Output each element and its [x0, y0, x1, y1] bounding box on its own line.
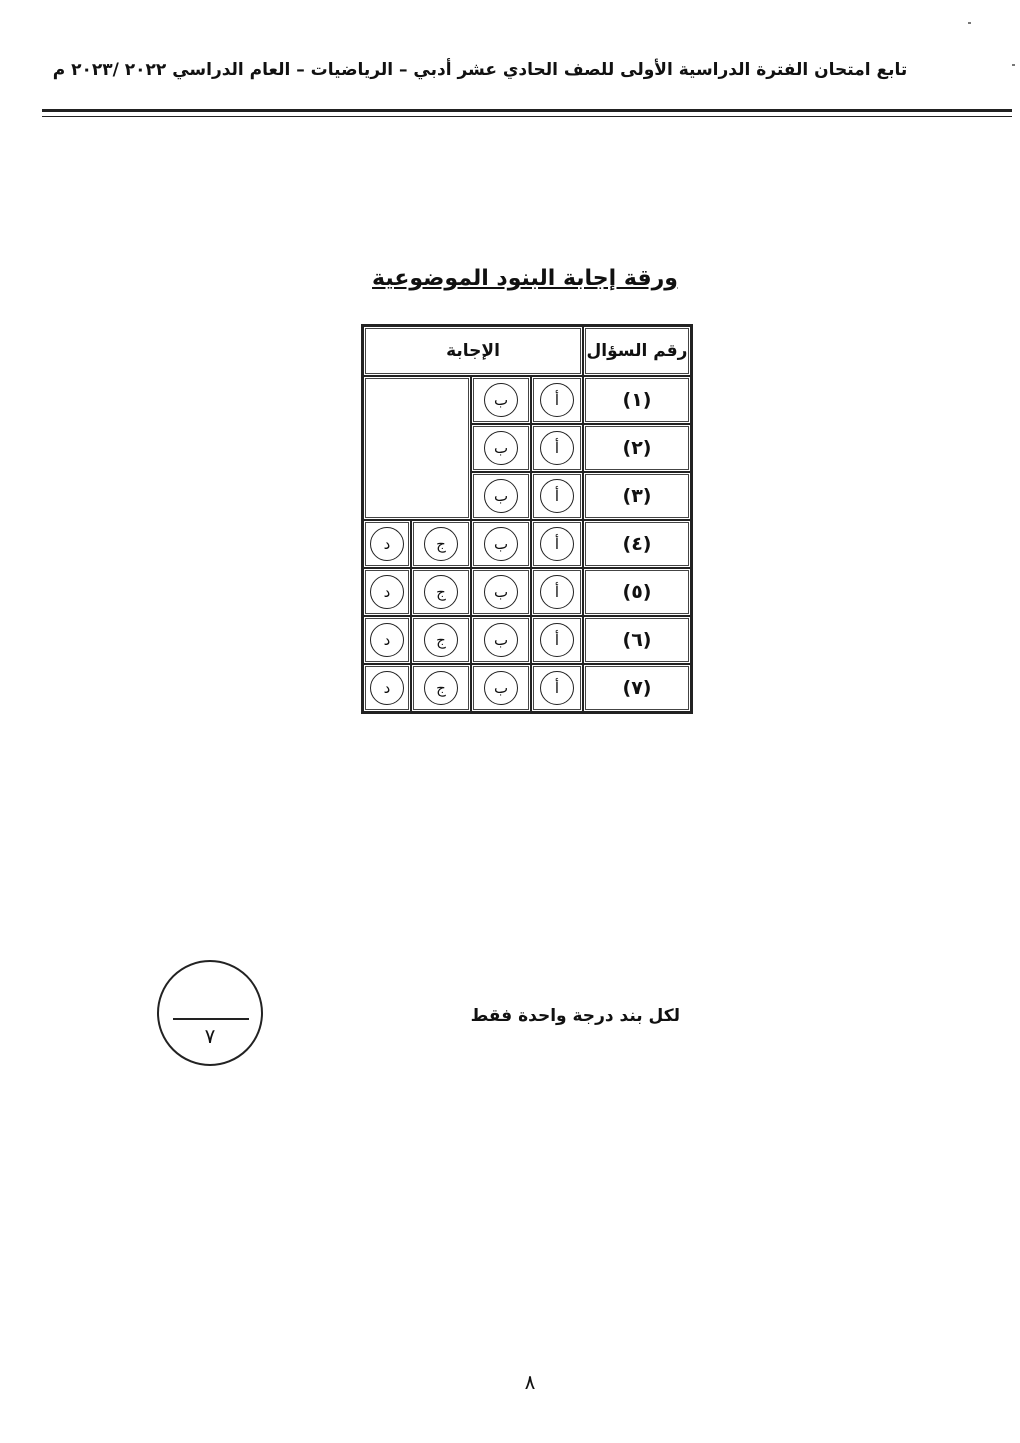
- answer-column-header: الإجابة: [363, 326, 583, 376]
- option-bubble[interactable]: أ: [540, 671, 574, 705]
- empty-block: [363, 376, 471, 520]
- table-row: [363, 616, 691, 664]
- table-row: [363, 568, 691, 616]
- option-bubble[interactable]: د: [370, 623, 404, 657]
- header-rule-thin: [42, 116, 1012, 117]
- score-total: ٧: [204, 1024, 216, 1048]
- score-circle: [157, 960, 263, 1066]
- option-bubble[interactable]: ج: [424, 671, 458, 705]
- option-bubble[interactable]: أ: [540, 623, 574, 657]
- option-bubble[interactable]: أ: [540, 383, 574, 417]
- header-rule-thick: [42, 109, 1012, 112]
- option-bubble[interactable]: ج: [424, 623, 458, 657]
- score-blank-line[interactable]: [173, 1018, 249, 1020]
- question-number: (٣): [583, 472, 691, 520]
- table-row: [363, 520, 691, 568]
- question-number: (٧): [583, 664, 691, 712]
- answer-sheet-title: ورقة إجابة البنود الموضوعية: [372, 266, 678, 291]
- question-number: (٤): [583, 520, 691, 568]
- option-bubble[interactable]: أ: [540, 431, 574, 465]
- option-bubble[interactable]: ب: [484, 383, 518, 417]
- grading-note: لكل بند درجة واحدة فقط: [470, 1006, 680, 1026]
- option-bubble[interactable]: ب: [484, 431, 518, 465]
- question-number: (٥): [583, 568, 691, 616]
- option-bubble[interactable]: د: [370, 575, 404, 609]
- option-bubble[interactable]: ب: [484, 479, 518, 513]
- option-bubble[interactable]: ب: [484, 575, 518, 609]
- option-bubble[interactable]: ب: [484, 671, 518, 705]
- table-row: [363, 376, 691, 424]
- option-bubble[interactable]: أ: [540, 575, 574, 609]
- question-number: (١): [583, 376, 691, 424]
- question-number: (٢): [583, 424, 691, 472]
- question-number-header: رقم السؤال: [583, 326, 691, 376]
- scan-speck: [968, 22, 971, 24]
- option-bubble[interactable]: ج: [424, 527, 458, 561]
- option-bubble[interactable]: د: [370, 527, 404, 561]
- option-bubble[interactable]: د: [370, 671, 404, 705]
- option-bubble[interactable]: ب: [484, 527, 518, 561]
- page-number: ٨: [524, 1370, 536, 1394]
- option-bubble[interactable]: ج: [424, 575, 458, 609]
- option-bubble[interactable]: ب: [484, 623, 518, 657]
- answer-table: [361, 324, 693, 714]
- option-bubble[interactable]: أ: [540, 479, 574, 513]
- question-number: (٦): [583, 616, 691, 664]
- option-bubble[interactable]: أ: [540, 527, 574, 561]
- exam-header: تابع امتحان الفترة الدراسية الأولى للصف الحادي عشر أدبي – الرياضيات – العام الدراسي ٢٠٢٢ /٢٠٢٣ م: [52, 60, 908, 80]
- scan-speck: [1012, 64, 1015, 66]
- table-row: [363, 664, 691, 712]
